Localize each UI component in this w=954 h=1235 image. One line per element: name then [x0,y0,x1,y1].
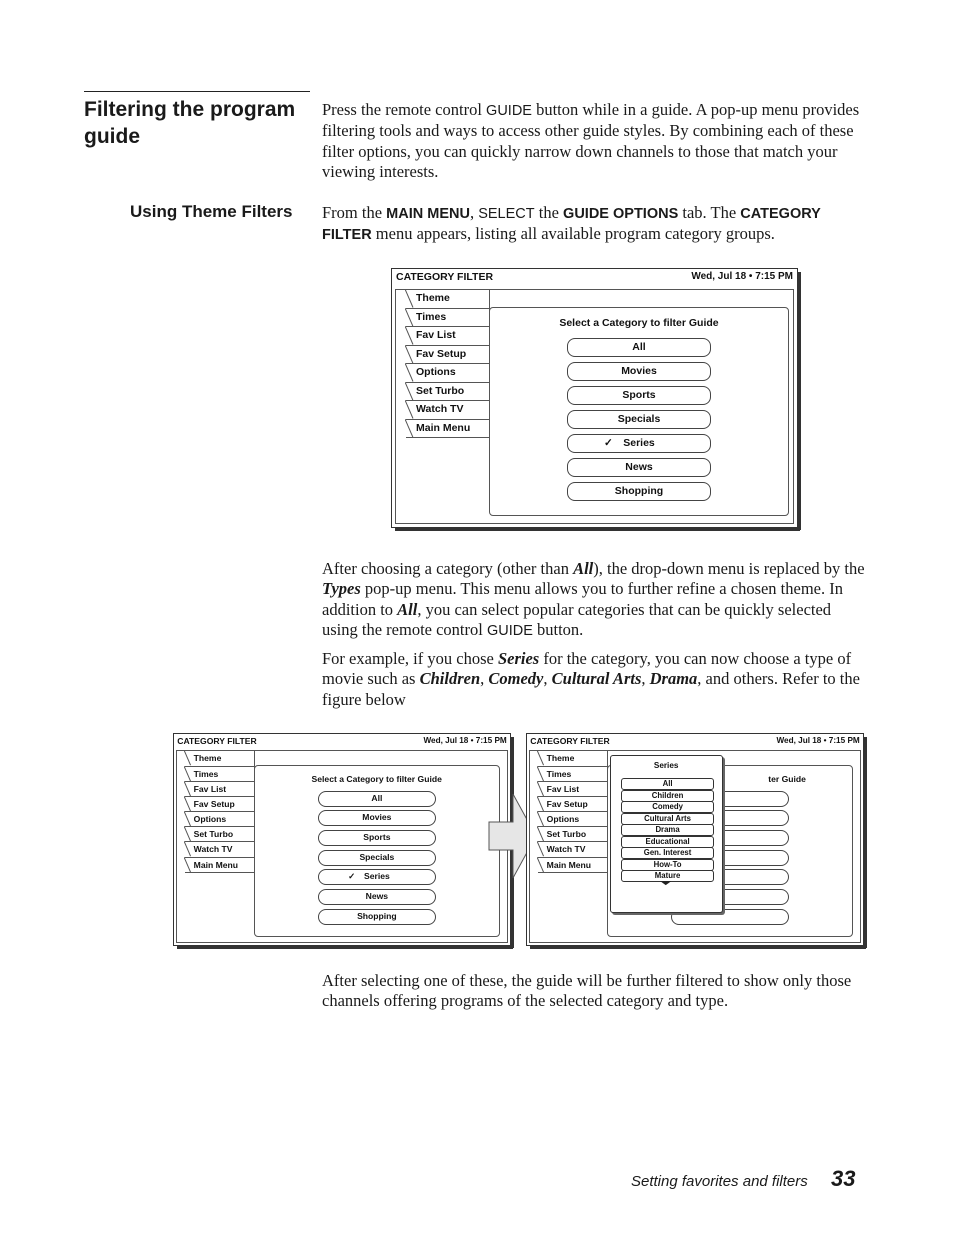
paragraph-2: After choosing a category (other than All), the drop-down menu is replaced by the Types pop-up menu. This menu allows you to further refine a chosen theme. In addition to All, you can select popular categories that can be quickly selected using the remote control GUIDE button. [322,559,865,639]
category-option-specials[interactable]: Specials [567,410,711,429]
types-popup-screen [526,733,864,946]
screen-shadow [395,528,800,531]
tab-label: Theme [193,753,222,764]
section-title: Filtering the program guide [84,98,296,148]
screen-header-title: CATEGORY FILTER [530,735,610,746]
tab-edge [405,326,414,345]
scroll-down-icon[interactable] [660,881,671,886]
category-option-series[interactable]: Series ✓ [318,869,436,885]
screen-header-datetime: Wed, Jul 18 • 7:15 PM [691,271,793,282]
tab-fav-setup[interactable] [406,345,490,365]
tab-label: Times [193,768,219,779]
tab-label: Set Turbo [546,829,587,840]
tab-edge [405,345,414,364]
tab-edge [184,841,191,856]
tab-label: Fav List [546,783,580,794]
tab-edge [405,419,414,438]
screen-shadow [530,946,866,949]
type-option-comedy[interactable]: Comedy [621,801,715,813]
type-option-mature[interactable]: Mature [621,870,715,882]
tab-label: Watch TV [416,403,464,415]
tab-options[interactable] [406,363,490,383]
category-option-shopping[interactable]: Shopping [318,909,436,925]
tab-options[interactable] [185,811,254,827]
tab-edge [405,382,414,401]
screen-shadow [864,737,867,948]
type-option-how-to[interactable]: How-To [621,859,715,871]
tab-fav-list[interactable] [185,781,254,797]
tab-edge [537,766,544,781]
tab-edge [184,796,191,811]
type-option-all[interactable]: All [621,778,715,790]
tab-edge [405,289,414,308]
type-option-drama[interactable]: Drama [621,824,715,836]
tab-edge [184,857,191,872]
tab-options[interactable] [538,811,607,827]
tab-edge [184,781,191,796]
tab-label: Watch TV [546,844,586,855]
tab-edge [537,796,544,811]
tab-edge [537,841,544,856]
tab-edge [184,811,191,826]
tab-edge [405,363,414,382]
tab-theme[interactable] [538,750,607,766]
tab-edge [184,826,191,841]
category-option-news[interactable]: News [567,458,711,477]
tab-edge [405,400,414,419]
screen-shadow [177,946,513,949]
type-option-children[interactable]: Children [621,790,715,802]
tab-label: Theme [546,753,575,764]
tab-fav-list[interactable] [538,781,607,797]
subsection-title: Using Theme Filters [130,202,293,221]
tab-label: Main Menu [546,859,592,870]
tab-edge [184,766,191,781]
tab-label: Fav Setup [546,798,588,809]
types-popup-menu [610,755,723,913]
category-option-sports[interactable]: Sports [567,386,711,405]
category-option-shopping[interactable]: Shopping [567,482,711,501]
intro-paragraph: Press the remote control GUIDE button while in a guide. A pop-up menu provides filtering tools and ways to access other guide styles. By combining each of these filter options, you can quickly narrow down channels to those that match your viewing interests. [322,100,860,181]
category-option-sports[interactable]: Sports [318,830,436,846]
tab-label: Times [546,768,572,779]
tab-edge [537,811,544,826]
tab-label: Watch TV [193,844,233,855]
tab-theme[interactable] [406,289,490,309]
category-option-specials[interactable]: Specials [318,850,436,866]
types-popup-title: Series [653,761,679,771]
screen-header-title: CATEGORY FILTER [177,735,257,746]
panel-title: Select a Category to filter Guide [311,773,442,784]
tab-edge [537,857,544,872]
tab-label: Fav Setup [416,347,467,360]
tab-label: Theme [416,292,450,304]
type-option-cultural-arts[interactable]: Cultural Arts [621,813,715,825]
tab-label: Main Menu [193,859,239,870]
tab-label: Fav List [416,329,456,341]
tab-fav-setup[interactable] [538,796,607,812]
category-panel [489,307,789,516]
section-rule [84,91,310,92]
screen-header-title: CATEGORY FILTER [396,271,494,283]
tab-fav-list[interactable] [406,326,490,346]
tab-times[interactable] [185,766,254,782]
category-filter-screen [391,268,798,528]
footer-chapter: Setting favorites and filters [631,1173,808,1190]
panel-title: Select a Category to filter Guide [559,317,719,329]
tab-main-menu[interactable] [538,857,607,873]
tab-label: Fav Setup [193,798,235,809]
screen-header-datetime: Wed, Jul 18 • 7:15 PM [423,735,507,745]
tab-edge [184,750,191,765]
tab-watch-tv[interactable] [538,841,607,857]
screen-shadow [798,272,801,530]
tab-label: Times [416,310,447,323]
type-option-gen-interest[interactable]: Gen. Interest [621,847,715,859]
tab-fav-setup[interactable] [185,796,254,812]
tab-times[interactable] [406,308,490,328]
tab-edge [537,781,544,796]
tab-set-turbo[interactable] [538,826,607,842]
tab-times[interactable] [538,766,607,782]
screen-header-datetime: Wed, Jul 18 • 7:15 PM [776,735,860,745]
tab-watch-tv[interactable] [185,841,254,857]
tab-label: Fav List [193,783,227,794]
tab-main-menu[interactable] [406,419,490,439]
tab-main-menu[interactable] [185,857,254,873]
paragraph-4: After selecting one of these, the guide will be further filtered to show only those channels offering programs of the selected category and type. [322,971,852,1011]
tab-theme[interactable] [185,750,254,766]
tab-set-turbo[interactable] [406,382,490,402]
category-option-movies[interactable]: Movies [318,810,436,826]
tab-edge [537,826,544,841]
category-option-all[interactable]: All [567,338,711,357]
tab-watch-tv[interactable] [406,400,490,420]
type-option-educational[interactable]: Educational [621,836,715,848]
tab-label: Set Turbo [193,829,234,840]
category-option-series[interactable]: Series ✓ [567,434,711,453]
category-panel [254,765,500,937]
category-option-news[interactable]: News [318,889,436,905]
panel-title-fragment: ter Guide [768,773,806,784]
tab-set-turbo[interactable] [185,826,254,842]
category-filter-screen-small [173,733,511,946]
tab-label: Options [193,814,227,825]
category-option-all[interactable]: All [318,791,436,807]
page-number: 33 [831,1166,856,1191]
tab-label: Options [546,814,580,825]
tab-label: Set Turbo [416,384,465,397]
tab-edge [405,308,414,327]
tab-label: Options [416,366,456,378]
paragraph-3: For example, if you chose Series for the category, you can now choose a type of movie such as Children, Comedy, Cultural Arts, Drama, and others. Refer to the figure below [322,649,860,709]
tab-edge [537,750,544,765]
tab-label: Main Menu [416,421,471,434]
check-icon: ✓ [604,437,613,449]
check-icon: ✓ [348,871,356,882]
paragraph-1: From the MAIN MENU, SELECT the GUIDE OPTIONS tab. The CATEGORY FILTER menu appears, listing all available program category groups. [322,203,821,244]
category-option-movies[interactable]: Movies [567,362,711,381]
